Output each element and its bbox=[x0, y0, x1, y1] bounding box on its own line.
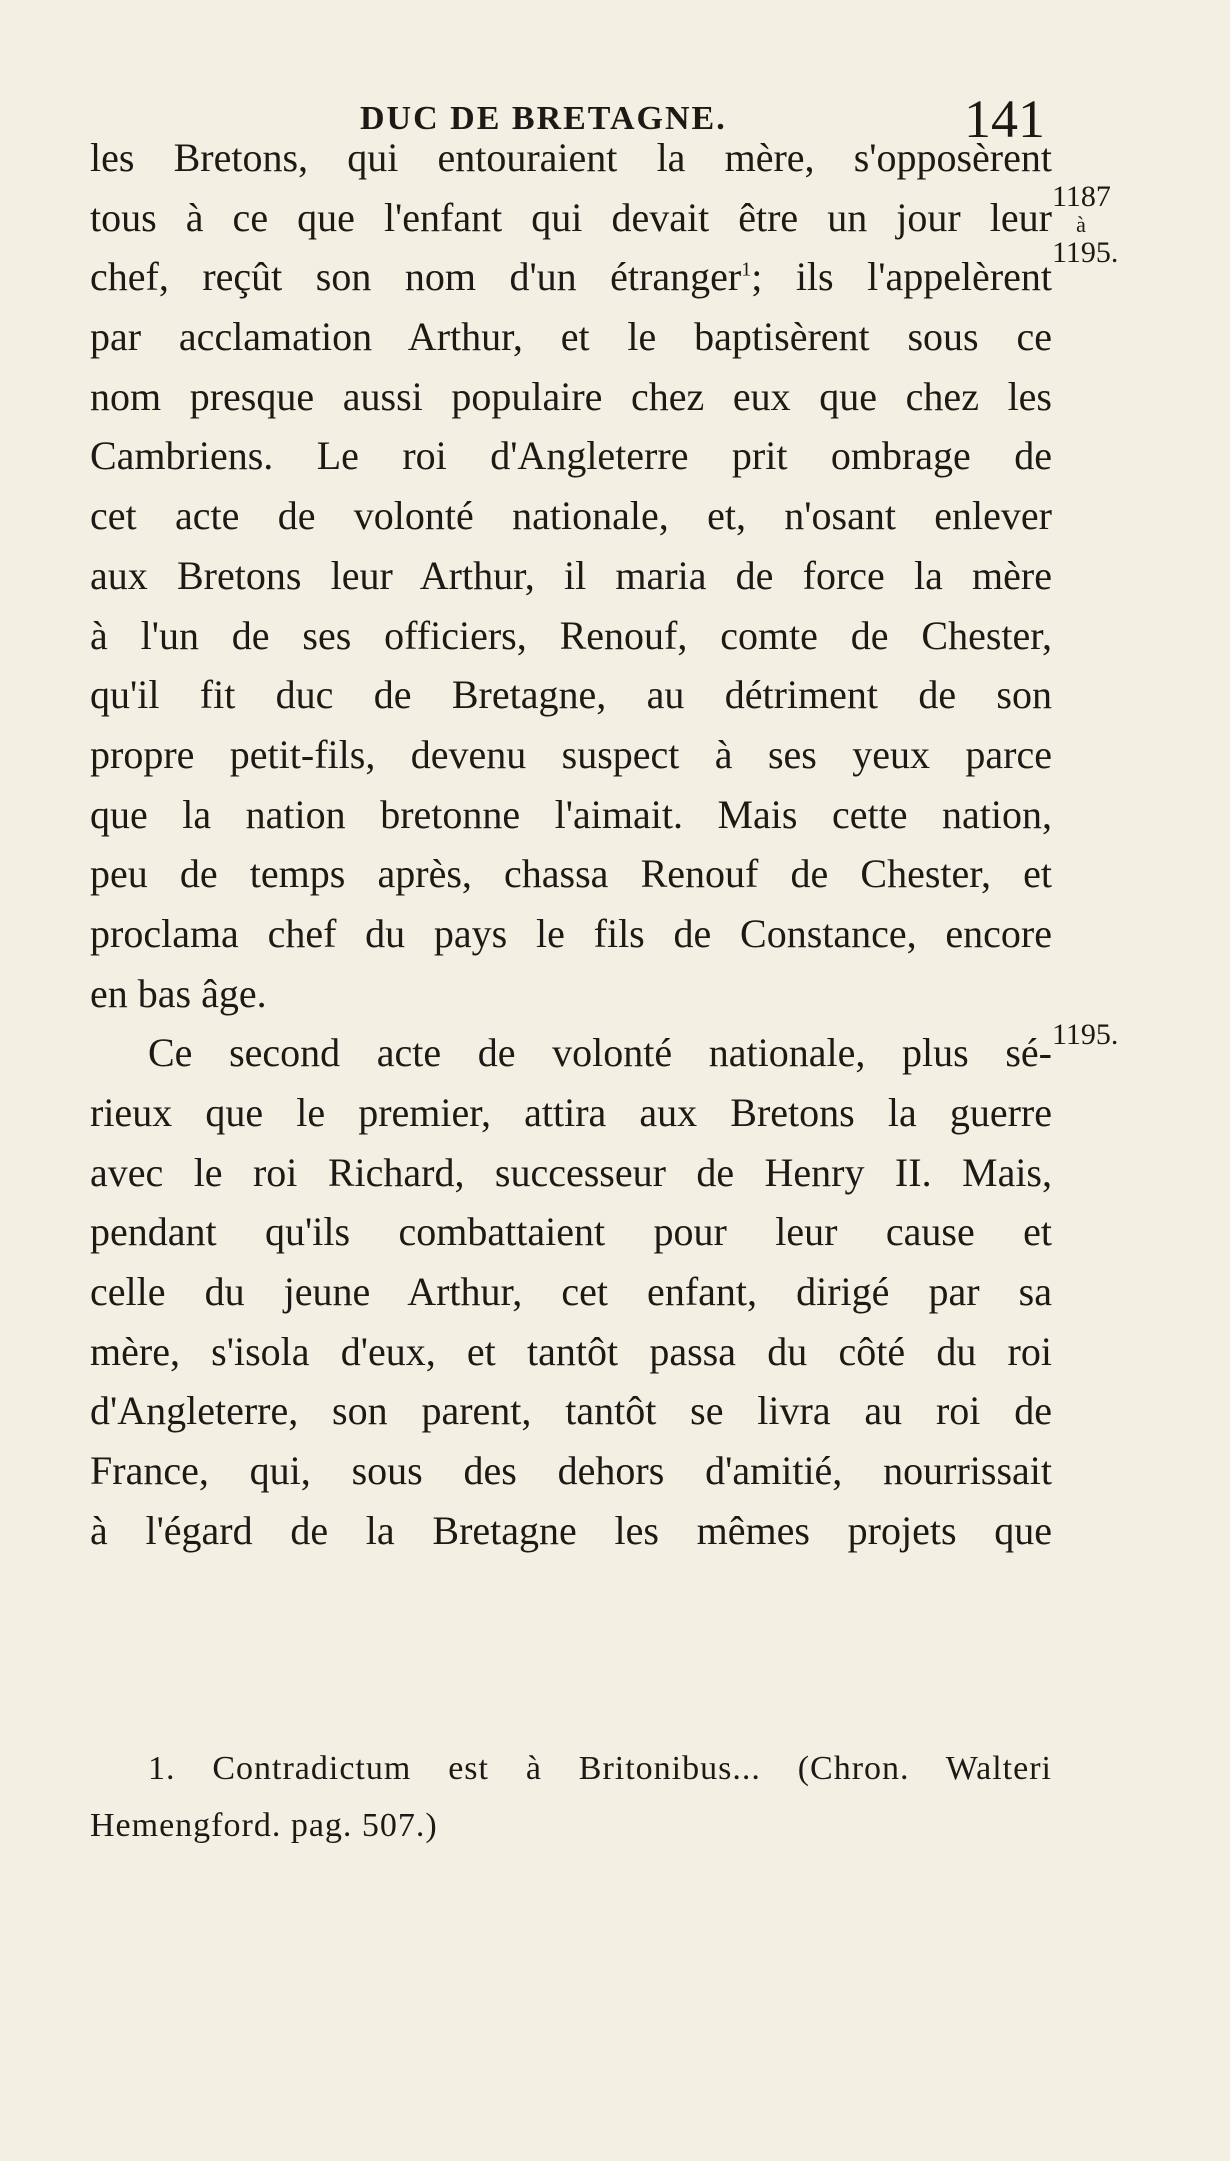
text-line: mère, s'isola d'eux, et tantôt passa du côté du roi bbox=[90, 1328, 1052, 1374]
footnote-line: 1. Contradictum est à Britonibus... (Chron. Walteri bbox=[148, 1750, 1052, 1787]
text-line: par acclamation Arthur, et le baptisèrent sous ce bbox=[90, 314, 1052, 360]
text-line: que la nation bretonne l'aimait. Mais cette nation, bbox=[90, 791, 1052, 837]
text-line: cet acte de volonté nationale, et, n'osant enlever bbox=[90, 493, 1052, 539]
text-line: pendant qu'ils combattaient pour leur cause et bbox=[90, 1209, 1052, 1255]
text-line: aux Bretons leur Arthur, il maria de force la mère bbox=[90, 552, 1052, 598]
page-number: 141 bbox=[964, 89, 1045, 149]
text-line: en bas âge. bbox=[90, 970, 267, 1016]
text-fragment: ; ils l'appelèrent bbox=[751, 254, 1053, 300]
running-title: DUC DE BRETAGNE. bbox=[360, 100, 727, 137]
footnote-line: Hemengford. pag. 507.) bbox=[90, 1807, 438, 1844]
text-line: à l'égard de la Bretagne les mêmes projets que bbox=[90, 1507, 1052, 1553]
margin-date-range-word: à bbox=[1076, 212, 1086, 237]
text-line bbox=[90, 247, 1052, 307]
text-line: propre petit-fils, devenu suspect à ses yeux parce bbox=[90, 731, 1052, 777]
body-text bbox=[90, 128, 1052, 1561]
margin-date-second: 1195. bbox=[1052, 1018, 1119, 1051]
text-line: qu'il fit duc de Bretagne, au détriment de son bbox=[90, 672, 1052, 718]
text-line: d'Angleterre, son parent, tantôt se livra au roi de bbox=[90, 1388, 1052, 1434]
footnotes bbox=[90, 1740, 1052, 1854]
text-line: rieux que le premier, attira aux Bretons la guerre bbox=[90, 1090, 1052, 1135]
text-line: France, qui, sous des dehors d'amitié, nourrissait bbox=[90, 1448, 1052, 1494]
text-line: avec le roi Richard, successeur de Henry II. Mais, bbox=[90, 1149, 1052, 1195]
text-line: nom presque aussi populaire chez eux que chez les bbox=[90, 373, 1052, 419]
text-line: à l'un de ses officiers, Renouf, comte de Chester, bbox=[90, 612, 1052, 658]
text-line: Ce second acte de volonté nationale, plus sé- bbox=[148, 1030, 1052, 1076]
text-line: celle du jeune Arthur, cet enfant, dirigé par sa bbox=[90, 1269, 1052, 1315]
margin-date-range-end: 1195. bbox=[1052, 236, 1119, 269]
text-line: proclama chef du pays le fils de Constance, encore bbox=[90, 910, 1052, 956]
margin-date-range bbox=[1052, 214, 1118, 268]
text-line: Cambriens. Le roi d'Angleterre prit ombrage de bbox=[90, 433, 1052, 479]
margin-date-range-start: 1187 bbox=[1052, 180, 1111, 213]
text-line: peu de temps après, chassa Renouf de Chester, et bbox=[90, 851, 1052, 897]
text-fragment: chef, reçût son nom d'un étranger bbox=[90, 254, 742, 300]
text-line: les Bretons, qui entouraient la mère, s'opposèrent bbox=[90, 135, 1052, 180]
text-line: tous à ce que l'enfant qui devait être un jour leur bbox=[90, 194, 1052, 240]
footnote-reference: 1 bbox=[741, 259, 752, 282]
